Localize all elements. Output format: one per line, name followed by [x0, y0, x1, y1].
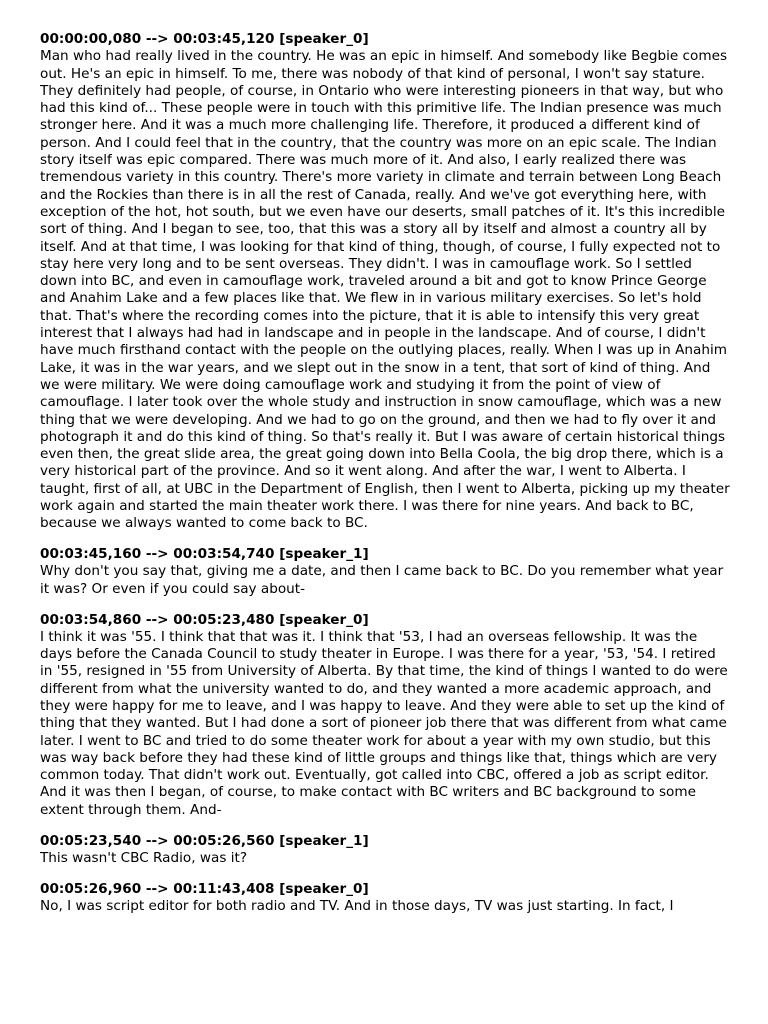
segment-timestamp-header: 00:05:23,540 --> 00:05:26,560 [speaker_1]	[40, 832, 369, 849]
transcript-segment	[40, 881, 732, 916]
segment-timestamp-header: 00:05:26,960 --> 00:11:43,408 [speaker_0]	[40, 880, 369, 897]
transcript-segment	[40, 546, 732, 598]
segment-timestamp-header: 00:03:54,860 --> 00:05:23,480 [speaker_0]	[40, 611, 369, 628]
segment-text: I think it was '55. I think that that was it. I think that '53, I had an overseas fellowship. It was the days before the Canada Council to study theater in Europe. I was there for a year, '53, '54. I retired in '55, resigned in '55 from University of Alberta. By that time, the kind of things I wanted to do were different from what the university wanted to do, and they wanted a more academic approach, and they were happy for me to leave, and I was happy to leave. And they were able to set up the kind of thing that they wanted. But I had done a sort of pioneer job there that was different from what came later. I went to BC and tried to do some theater work for about a year with my own studio, but this was way back before they had these kind of little groups and things like that, things which are very common today. That didn't work out. Eventually, got called into CBC, offered a job as script editor. And it was then I began, of course, to make contact with BC writers and BC background to some extent through them. And-	[40, 628, 728, 818]
segment-timestamp-header: 00:03:45,160 --> 00:03:54,740 [speaker_1]	[40, 546, 369, 563]
segment-text: Man who had really lived in the country. He was an epic in himself. And somebody like Begbie comes out. He's an epic in himself. To me, there was nobody of that kind of personal, I won't say stature. They definitely had people, of course, in Ontario who were interesting pioneers in that way, but who had this kind of... These people were in touch with this primitive life. The Indian presence was much stronger here. And it was a much more challenging life. Therefore, it produced a different kind of person. And I could feel that in the country, that the country was more on an epic scale. The Indian story itself was epic compared. There was much more of it. And also, I early realized there was tremendous variety in this country. There's more variety in climate and terrain between Long Beach and the Rockies than there is in all the rest of Canada, really. And we've got everything here, with exception of the hot, hot south, but we even have our deserts, small patches of it. It's this incredible sort of thing. And I began to see, too, that this was a story all by itself and almost a country all by itself. And at that time, I was looking for that kind of thing, though, of course, I fully expected not to stay here very long and to be sent overseas. They didn't. I was in camouflage work. So I settled down into BC, and even in camouflage work, traveled around a bit and got to know Prince George and Anahim Lake and a few places like that. We flew in in various military exercises. So let's hold that. That's where the recording comes into the picture, that it is able to intensify this very great interest that I always had had in landscape and in people in the landscape. And of course, I didn't have much firsthand contact with the people on the outlying places, really. When I was up in Anahim Lake, it was in the war years, and we slept out in the snow in a tent, that sort of kind of thing. And we were military. We were doing camouflage work and studying it from the point of view of camouflage. I later took over the whole study and instruction in snow camouflage, which was a new thing that we were developing. And we had to go on the ground, and then we had to fly over it and photograph it and do this kind of thing. So that's really it. But I was aware of certain historical things even then, the great slide area, the great going down into Bella Coola, the big drop there, which is a very historical part of the province. And so it went along. And after the war, I went to Alberta. I taught, first of all, at UBC in the Department of English, then I went to Alberta, picking up my theater work again and started the main theater work there. I was there for nine years. And back to BC, because we always wanted to come back to BC.	[40, 48, 730, 532]
transcript-segment	[40, 31, 732, 533]
transcript-page	[40, 31, 732, 929]
segment-timestamp-header: 00:00:00,080 --> 00:03:45,120 [speaker_0]	[40, 31, 369, 47]
transcript-segment	[40, 833, 732, 868]
segment-text: Why don't you say that, giving me a date, and then I came back to BC. Do you remember what year it was? Or even if you could say about-	[40, 563, 724, 597]
segment-text: This wasn't CBC Radio, was it?	[40, 849, 248, 866]
segment-text: No, I was script editor for both radio and TV. And in those days, TV was just starting. In fact, I	[40, 897, 674, 914]
transcript-segment	[40, 612, 732, 820]
